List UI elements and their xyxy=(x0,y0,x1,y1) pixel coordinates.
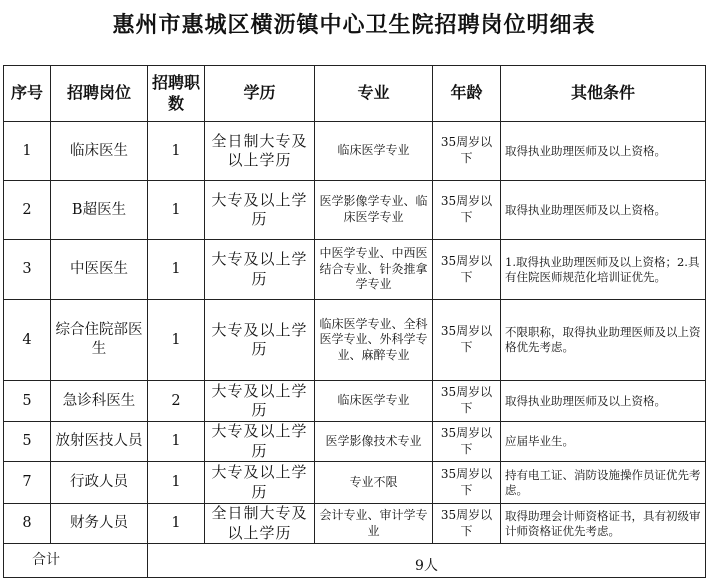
cell-major: 临床医学专业、全科医学专业、外科学专业、麻醉专业 xyxy=(315,300,433,381)
cell-no: 1 xyxy=(4,122,51,181)
total-row xyxy=(4,544,706,578)
cell-age: 35周岁以下 xyxy=(433,381,501,422)
cell-no: 2 xyxy=(4,181,51,240)
cell-post: 财务人员 xyxy=(51,504,148,544)
table-row xyxy=(4,240,706,300)
header-count: 招聘职数 xyxy=(148,66,205,122)
cell-edu: 大专及以上学历 xyxy=(205,422,315,462)
cell-other: 1.取得执业助理医师及以上资格；2.具有住院医师规范化培训证优先。 xyxy=(501,240,706,300)
cell-post: 放射医技人员 xyxy=(51,422,148,462)
cell-age: 35周岁以下 xyxy=(433,240,501,300)
cell-age: 35周岁以下 xyxy=(433,122,501,181)
cell-age: 35周岁以下 xyxy=(433,462,501,504)
table-row xyxy=(4,381,706,422)
cell-major: 医学影像学专业、临床医学专业 xyxy=(315,181,433,240)
cell-edu: 全日制大专及以上学历 xyxy=(205,122,315,181)
cell-count: 1 xyxy=(148,240,205,300)
header-post: 招聘岗位 xyxy=(51,66,148,122)
total-value: 9人 xyxy=(148,544,706,578)
cell-age: 35周岁以下 xyxy=(433,504,501,544)
cell-other: 持有电工证、消防设施操作员证优先考虑。 xyxy=(501,462,706,504)
cell-edu: 大专及以上学历 xyxy=(205,381,315,422)
cell-major: 专业不限 xyxy=(315,462,433,504)
cell-major: 中医学专业、中西医结合专业、针灸推拿学专业 xyxy=(315,240,433,300)
cell-no: 8 xyxy=(4,504,51,544)
table-row xyxy=(4,504,706,544)
page-title: 惠州市惠城区横沥镇中心卫生院招聘岗位明细表 xyxy=(112,13,596,38)
cell-edu: 大专及以上学历 xyxy=(205,240,315,300)
cell-major: 医学影像技术专业 xyxy=(315,422,433,462)
cell-age: 35周岁以下 xyxy=(433,422,501,462)
cell-count: 1 xyxy=(148,462,205,504)
table-row xyxy=(4,181,706,240)
header-edu: 学历 xyxy=(205,66,315,122)
header-no: 序号 xyxy=(4,66,51,122)
header-major: 专业 xyxy=(315,66,433,122)
total-label: 合计 xyxy=(4,544,148,578)
cell-other: 取得执业助理医师及以上资格。 xyxy=(501,122,706,181)
cell-major: 会计专业、审计学专业 xyxy=(315,504,433,544)
cell-count: 1 xyxy=(148,300,205,381)
cell-edu: 大专及以上学历 xyxy=(205,462,315,504)
cell-post: 临床医生 xyxy=(51,122,148,181)
cell-major: 临床医学专业 xyxy=(315,381,433,422)
header-row xyxy=(4,66,706,122)
cell-major: 临床医学专业 xyxy=(315,122,433,181)
cell-no: 5 xyxy=(4,422,51,462)
header-age: 年龄 xyxy=(433,66,501,122)
cell-post: 中医医生 xyxy=(51,240,148,300)
cell-other: 取得助理会计师资格证书，具有初级审计师资格证优先考虑。 xyxy=(501,504,706,544)
cell-count: 2 xyxy=(148,381,205,422)
cell-no: 5 xyxy=(4,381,51,422)
header-other: 其他条件 xyxy=(501,66,706,122)
cell-post: 行政人员 xyxy=(51,462,148,504)
cell-no: 7 xyxy=(4,462,51,504)
cell-post: B超医生 xyxy=(51,181,148,240)
cell-no: 4 xyxy=(4,300,51,381)
cell-other: 取得执业助理医师及以上资格。 xyxy=(501,381,706,422)
cell-count: 1 xyxy=(148,504,205,544)
table-row xyxy=(4,422,706,462)
cell-count: 1 xyxy=(148,122,205,181)
recruitment-table xyxy=(3,65,706,578)
table-row xyxy=(4,300,706,381)
cell-age: 35周岁以下 xyxy=(433,300,501,381)
cell-count: 1 xyxy=(148,422,205,462)
cell-edu: 大专及以上学历 xyxy=(205,300,315,381)
cell-post: 急诊科医生 xyxy=(51,381,148,422)
table-row xyxy=(4,122,706,181)
cell-other: 取得执业助理医师及以上资格。 xyxy=(501,181,706,240)
table-row xyxy=(4,462,706,504)
cell-no: 3 xyxy=(4,240,51,300)
cell-other: 应届毕业生。 xyxy=(501,422,706,462)
cell-edu: 全日制大专及以上学历 xyxy=(205,504,315,544)
cell-other: 不限职称，取得执业助理医师及以上资格优先考虑。 xyxy=(501,300,706,381)
cell-age: 35周岁以下 xyxy=(433,181,501,240)
cell-count: 1 xyxy=(148,181,205,240)
cell-post: 综合住院部医生 xyxy=(51,300,148,381)
cell-edu: 大专及以上学历 xyxy=(205,181,315,240)
